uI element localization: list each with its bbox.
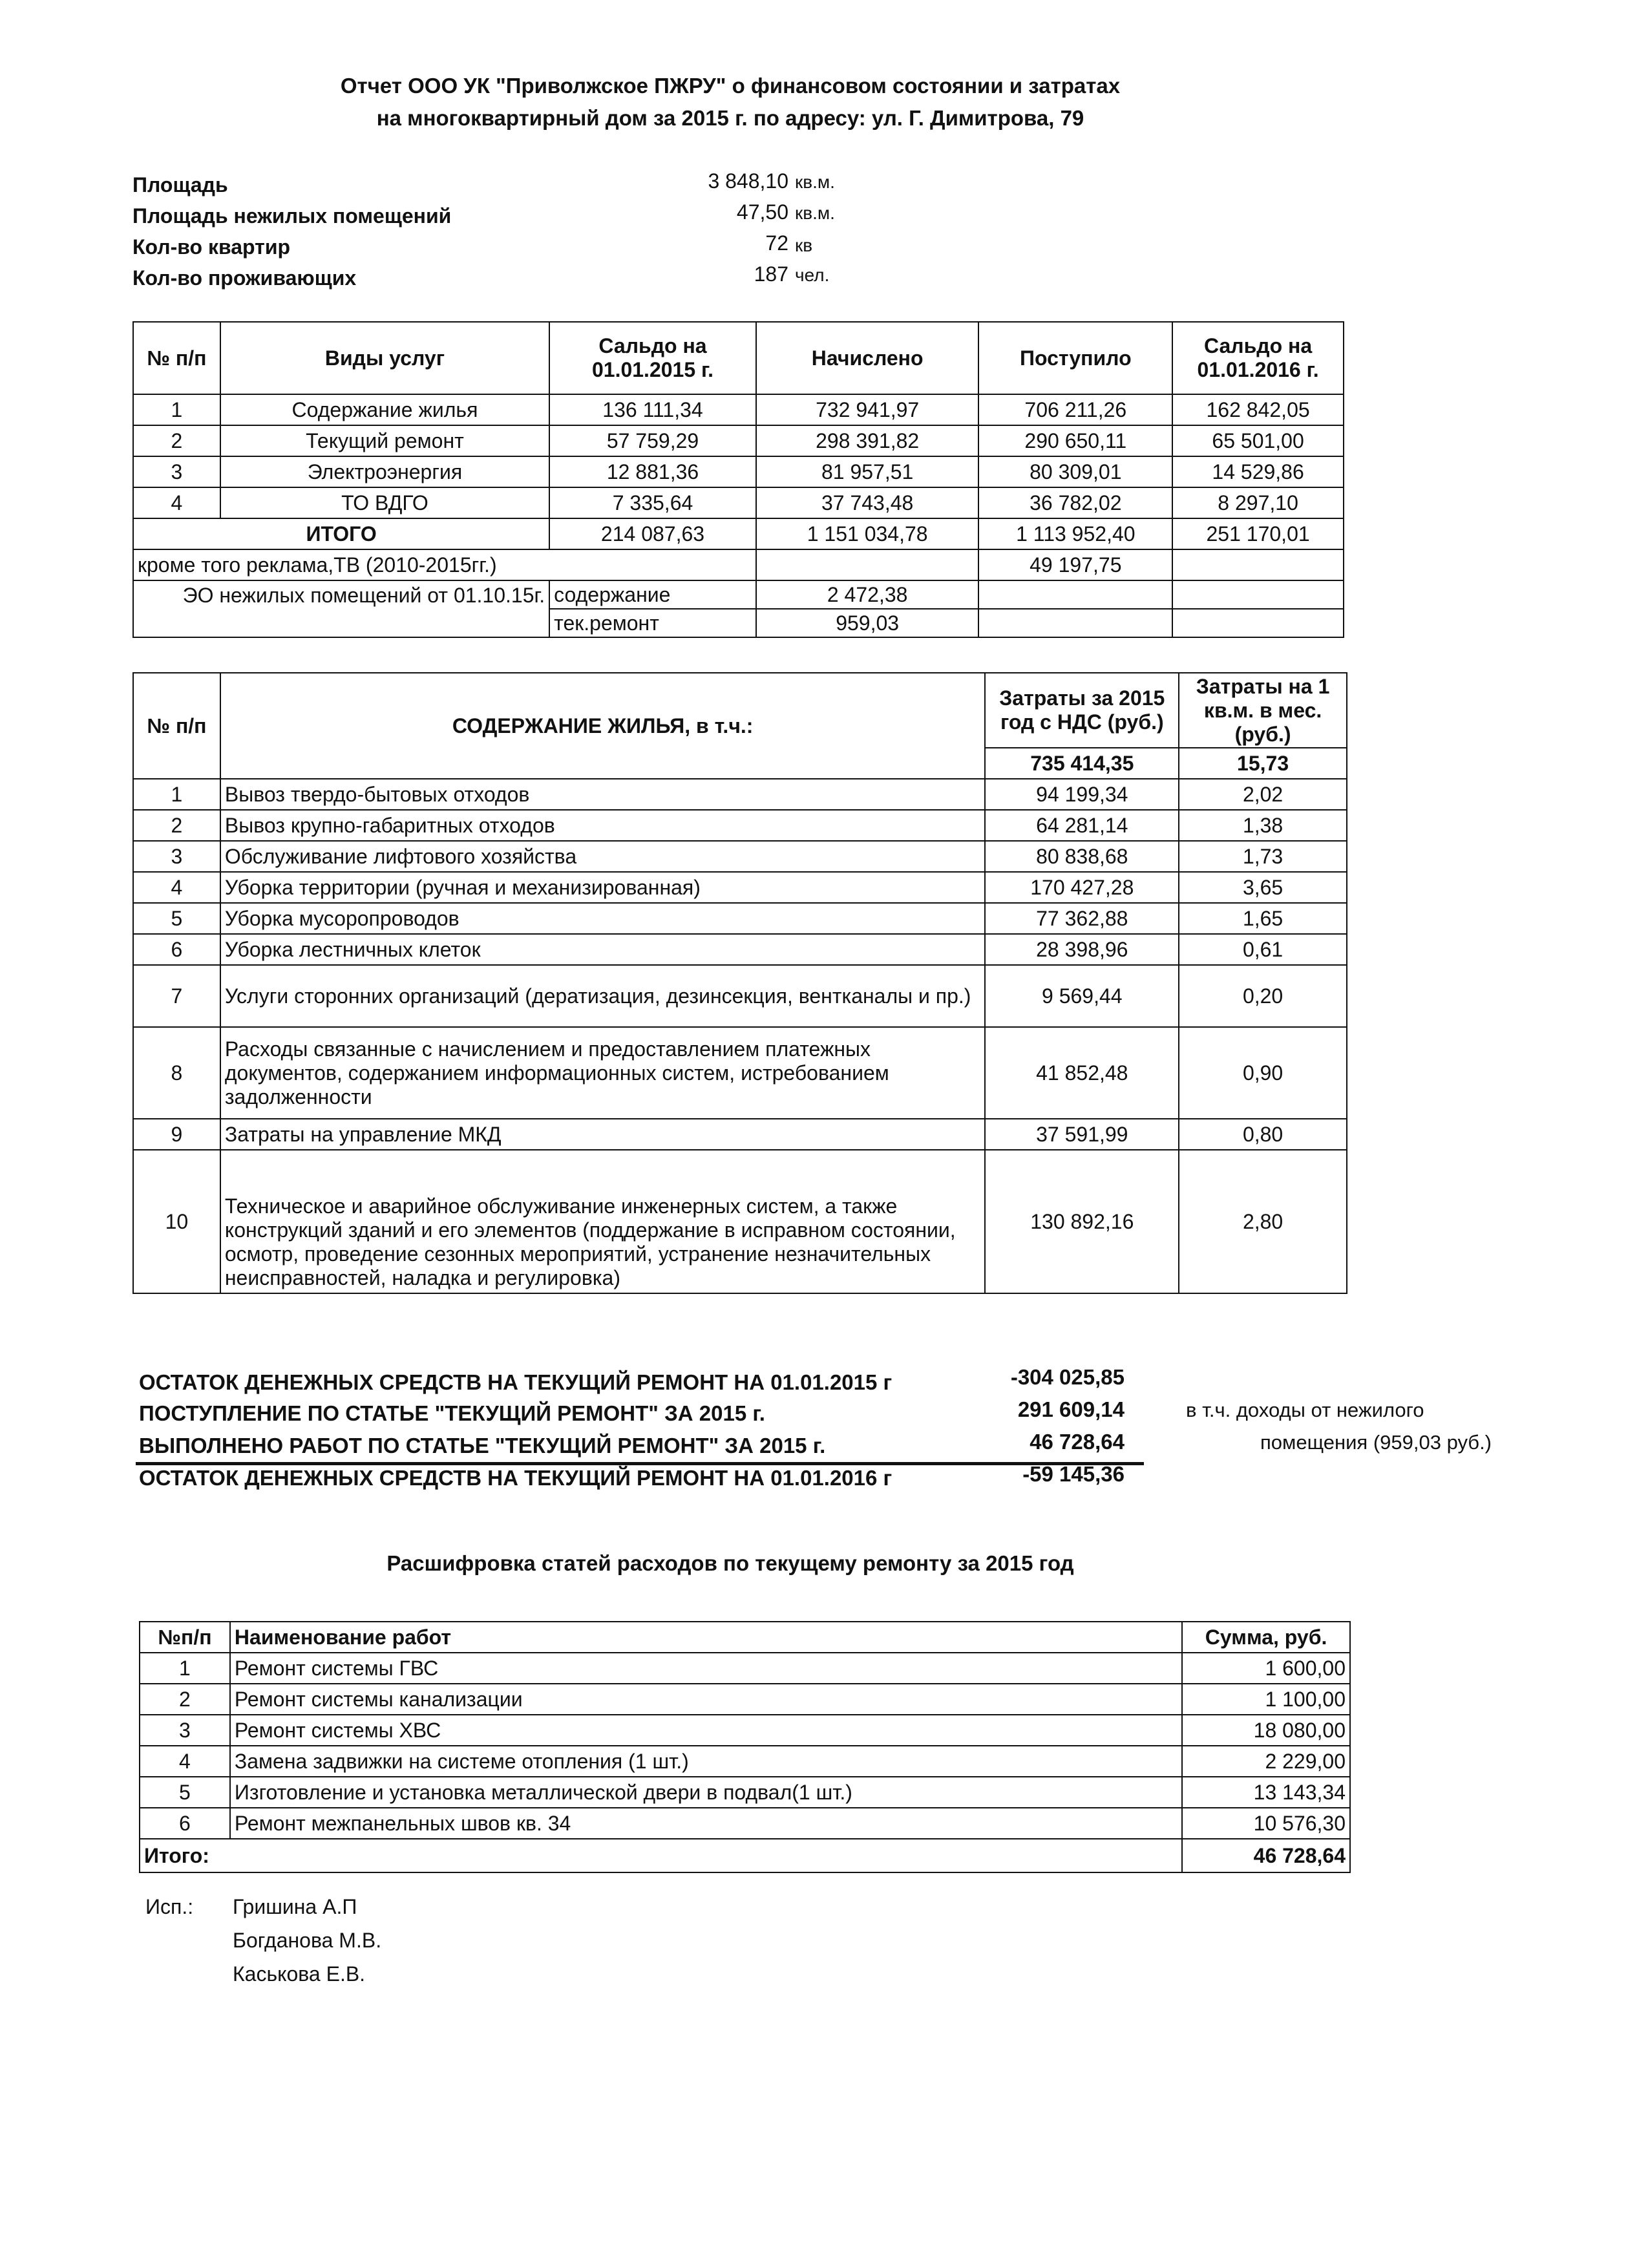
cell: 6 xyxy=(133,934,220,965)
cell: 1 xyxy=(133,779,220,810)
cell: 65 501,00 xyxy=(1172,425,1344,456)
cell: 1 xyxy=(133,394,220,425)
cell: 77 362,88 xyxy=(985,903,1179,934)
table-row xyxy=(133,779,1347,810)
cell: 37 743,48 xyxy=(756,487,979,518)
total-per-sqm: 15,73 xyxy=(1179,748,1347,779)
repair-breakdown-title: Расшифровка статей расходов по текущему ремонту за 2015 год xyxy=(386,1551,1074,1575)
info-value-apartments: 72 xyxy=(765,231,788,255)
col-header: Виды услуг xyxy=(220,322,549,394)
col-header: Сумма, руб. xyxy=(1182,1622,1350,1653)
cell: 2,80 xyxy=(1179,1150,1347,1293)
total-cost: 735 414,35 xyxy=(985,748,1179,779)
table-row xyxy=(140,1777,1350,1808)
cell: ТО ВДГО xyxy=(220,487,549,518)
col-header: Затраты на 1 кв.м. в мес. (руб.) xyxy=(1179,673,1347,748)
cell: 9 xyxy=(133,1119,220,1150)
total-label: Итого: xyxy=(140,1839,1182,1872)
cell: 14 529,86 xyxy=(1172,456,1344,487)
total-label: ИТОГО xyxy=(133,518,549,549)
cell: 10 xyxy=(133,1150,220,1293)
cell: Расходы связанные с начислением и предоставлением платежных документов, содержанием информационных систем, истребованием задолженности xyxy=(220,1027,986,1119)
cell: Ремонт системы ГВС xyxy=(230,1653,1182,1684)
works-done-label: ВЫПОЛНЕНО РАБОТ ПО СТАТЬЕ "ТЕКУЩИЙ РЕМОНТ" ЗА 2015 г. xyxy=(139,1434,826,1457)
cell: 94 199,34 xyxy=(985,779,1179,810)
works-done-value: 46 728,64 xyxy=(1030,1430,1125,1454)
advertising-value: 49 197,75 xyxy=(978,549,1172,580)
cell: 4 xyxy=(133,487,220,518)
col-header: СОДЕРЖАНИЕ ЖИЛЬЯ, в т.ч.: xyxy=(220,673,986,779)
cell: 1 100,00 xyxy=(1182,1684,1350,1715)
table-total-row xyxy=(133,518,1344,549)
cell: 80 838,68 xyxy=(985,841,1179,872)
cell: 1 xyxy=(140,1653,230,1684)
table-row xyxy=(133,903,1347,934)
cell: Электроэнергия xyxy=(220,456,549,487)
advertising-row xyxy=(133,549,1344,580)
info-value-area: 3 848,10 xyxy=(708,169,788,193)
income-value: 291 609,14 xyxy=(1017,1397,1125,1421)
cell: 3 xyxy=(140,1715,230,1746)
balance-label-start: ОСТАТОК ДЕНЕЖНЫХ СРЕДСТВ НА ТЕКУЩИЙ РЕМОНТ НА 01.01.2015 г xyxy=(139,1370,893,1394)
cell xyxy=(1172,580,1344,609)
cell xyxy=(1172,609,1344,637)
cell: Вывоз крупно-габаритных отходов xyxy=(220,810,986,841)
cell: 1 151 034,78 xyxy=(756,518,979,549)
document-title xyxy=(0,70,1461,134)
cell: 64 281,14 xyxy=(985,810,1179,841)
cell: Услуги сторонних организаций (дератизация, дезинсекция, вентканалы и пр.) xyxy=(220,965,986,1027)
eo-value: 2 472,38 xyxy=(756,580,979,609)
table-row xyxy=(133,394,1344,425)
eo-name: содержание xyxy=(549,580,756,609)
table-row xyxy=(133,841,1347,872)
balance-value-start: -304 025,85 xyxy=(1010,1365,1125,1389)
signer-name: Каськова Е.В. xyxy=(233,1962,366,1986)
repair-breakdown-table xyxy=(139,1621,1351,1873)
info-value-residents: 187 xyxy=(754,262,788,286)
income-label: ПОСТУПЛЕНИЕ ПО СТАТЬЕ "ТЕКУЩИЙ РЕМОНТ" ЗА 2015 г. xyxy=(139,1401,765,1425)
table-row xyxy=(133,1150,1347,1293)
cell xyxy=(1172,549,1344,580)
cell: Содержание жилья xyxy=(220,394,549,425)
cell: 0,90 xyxy=(1179,1027,1347,1119)
table-total-row xyxy=(140,1839,1350,1872)
cell: 10 576,30 xyxy=(1182,1808,1350,1839)
cell: 3 xyxy=(133,841,220,872)
cell: 2 xyxy=(140,1684,230,1715)
table-row xyxy=(133,934,1347,965)
info-label-nonres-area: Площадь нежилых помещений xyxy=(132,204,452,228)
cell: 1 113 952,40 xyxy=(978,518,1172,549)
table-row xyxy=(140,1808,1350,1839)
info-value-nonres-area: 47,50 xyxy=(736,200,788,224)
cell xyxy=(978,609,1172,637)
nonres-income-note-2: помещения (959,03 руб.) xyxy=(1260,1431,1492,1454)
cell: 7 xyxy=(133,965,220,1027)
table-row xyxy=(133,1119,1347,1150)
maintenance-costs-table xyxy=(132,672,1347,1294)
info-unit-apartments: кв xyxy=(795,235,813,255)
col-header: Сальдо на 01.01.2016 г. xyxy=(1172,322,1344,394)
cell: 136 111,34 xyxy=(549,394,756,425)
advertising-label: кроме того реклама,ТВ (2010-2015гг.) xyxy=(133,549,756,580)
cell: 4 xyxy=(140,1746,230,1777)
signer-name: Богданова М.В. xyxy=(233,1929,382,1952)
col-header: Наименование работ xyxy=(230,1622,1182,1653)
cell: Затраты на управление МКД xyxy=(220,1119,986,1150)
cell: Вывоз твердо-бытовых отходов xyxy=(220,779,986,810)
info-unit-residents: чел. xyxy=(795,265,830,285)
cell xyxy=(756,549,979,580)
cell: 4 xyxy=(133,872,220,903)
eo-row xyxy=(133,580,1344,609)
eo-value: 959,03 xyxy=(756,609,979,637)
cell: 251 170,01 xyxy=(1172,518,1344,549)
cell: Ремонт системы ХВС xyxy=(230,1715,1182,1746)
cell: 5 xyxy=(140,1777,230,1808)
cell: 2 xyxy=(133,810,220,841)
cell: 7 335,64 xyxy=(549,487,756,518)
cell: 0,61 xyxy=(1179,934,1347,965)
table-row xyxy=(133,1027,1347,1119)
cell: 37 591,99 xyxy=(985,1119,1179,1150)
cell: 130 892,16 xyxy=(985,1150,1179,1293)
cell: 1,38 xyxy=(1179,810,1347,841)
cell: 3 xyxy=(133,456,220,487)
cell: 28 398,96 xyxy=(985,934,1179,965)
cell: 706 211,26 xyxy=(978,394,1172,425)
table-row xyxy=(133,872,1347,903)
nonres-income-note-1: в т.ч. доходы от нежилого xyxy=(1186,1399,1424,1421)
info-label-apartments: Кол-во квартир xyxy=(132,235,291,259)
cell: 3,65 xyxy=(1179,872,1347,903)
table-row xyxy=(133,425,1344,456)
cell: Уборка лестничных клеток xyxy=(220,934,986,965)
table-row xyxy=(133,487,1344,518)
eo-name: тек.ремонт xyxy=(549,609,756,637)
balance-value-end: -59 145,36 xyxy=(1022,1462,1125,1486)
table-row xyxy=(133,965,1347,1027)
cell: Техническое и аварийное обслуживание инженерных систем, а также конструкций зданий и его элементов (поддержание в исправном состоянии, осмотр, проведение сезонных мероприятий, устранение незначительных неисправностей, наладка и регулировка) xyxy=(220,1150,986,1293)
info-unit-nonres-area: кв.м. xyxy=(795,203,835,223)
cell: 8 xyxy=(133,1027,220,1119)
cell: 1 600,00 xyxy=(1182,1653,1350,1684)
cell: Уборка мусоропроводов xyxy=(220,903,986,934)
table-row xyxy=(140,1746,1350,1777)
cell: Текущий ремонт xyxy=(220,425,549,456)
cell: 2 xyxy=(133,425,220,456)
signer-name: Гришина А.П xyxy=(233,1895,357,1918)
cell: 170 427,28 xyxy=(985,872,1179,903)
col-header: Сальдо на 01.01.2015 г. xyxy=(549,322,756,394)
col-header: № п/п xyxy=(133,322,220,394)
table-row xyxy=(140,1684,1350,1715)
cell: 1,65 xyxy=(1179,903,1347,934)
cell: Ремонт системы канализации xyxy=(230,1684,1182,1715)
cell: 18 080,00 xyxy=(1182,1715,1350,1746)
cell: Изготовление и установка металлической двери в подвал(1 шт.) xyxy=(230,1777,1182,1808)
cell: Замена задвижки на системе отопления (1 шт.) xyxy=(230,1746,1182,1777)
services-balance-table xyxy=(132,321,1344,638)
signers-label: Исп.: xyxy=(145,1895,194,1918)
cell: 1,73 xyxy=(1179,841,1347,872)
table-header-row xyxy=(133,322,1344,394)
title-line-2: на многоквартирный дом за 2015 г. по адресу: ул. Г. Димитрова, 79 xyxy=(376,106,1084,130)
title-line-1: Отчет ООО УК "Приволжское ПЖРУ" о финансовом состоянии и затратах xyxy=(340,74,1121,98)
col-header: Начислено xyxy=(756,322,979,394)
table-row xyxy=(133,456,1344,487)
cell: 2,02 xyxy=(1179,779,1347,810)
table-header-row xyxy=(133,673,1347,748)
cell: 12 881,36 xyxy=(549,456,756,487)
table-header-row xyxy=(140,1622,1350,1653)
cell xyxy=(978,580,1172,609)
cell: 0,20 xyxy=(1179,965,1347,1027)
table-row xyxy=(140,1653,1350,1684)
info-label-area: Площадь xyxy=(132,173,228,196)
col-header: Затраты за 2015 год с НДС (руб.) xyxy=(985,673,1179,748)
total-sum: 46 728,64 xyxy=(1182,1839,1350,1872)
cell: 57 759,29 xyxy=(549,425,756,456)
cell: 290 650,11 xyxy=(978,425,1172,456)
balance-label-end: ОСТАТОК ДЕНЕЖНЫХ СРЕДСТВ НА ТЕКУЩИЙ РЕМОНТ НА 01.01.2016 г xyxy=(139,1466,893,1490)
cell: Ремонт межпанельных швов кв. 34 xyxy=(230,1808,1182,1839)
table-row xyxy=(140,1715,1350,1746)
col-header: Поступило xyxy=(978,322,1172,394)
col-header: №п/п xyxy=(140,1622,230,1653)
cell: 2 229,00 xyxy=(1182,1746,1350,1777)
info-unit-area: кв.м. xyxy=(795,172,835,192)
cell: 8 297,10 xyxy=(1172,487,1344,518)
cell: 162 842,05 xyxy=(1172,394,1344,425)
cell: 41 852,48 xyxy=(985,1027,1179,1119)
cell: 80 309,01 xyxy=(978,456,1172,487)
cell: Обслуживание лифтового хозяйства xyxy=(220,841,986,872)
cell: Уборка территории (ручная и механизированная) xyxy=(220,872,986,903)
cell: 13 143,34 xyxy=(1182,1777,1350,1808)
cell: 298 391,82 xyxy=(756,425,979,456)
cell: 732 941,97 xyxy=(756,394,979,425)
cell: 6 xyxy=(140,1808,230,1839)
cell: 81 957,51 xyxy=(756,456,979,487)
cell: 36 782,02 xyxy=(978,487,1172,518)
cell: 0,80 xyxy=(1179,1119,1347,1150)
cell: 214 087,63 xyxy=(549,518,756,549)
cell: 5 xyxy=(133,903,220,934)
col-header: № п/п xyxy=(133,673,220,779)
eo-label: ЭО нежилых помещений от 01.10.15г. xyxy=(133,580,549,637)
info-label-residents: Кол-во проживающих xyxy=(132,266,357,290)
table-row xyxy=(133,810,1347,841)
cell: 9 569,44 xyxy=(985,965,1179,1027)
